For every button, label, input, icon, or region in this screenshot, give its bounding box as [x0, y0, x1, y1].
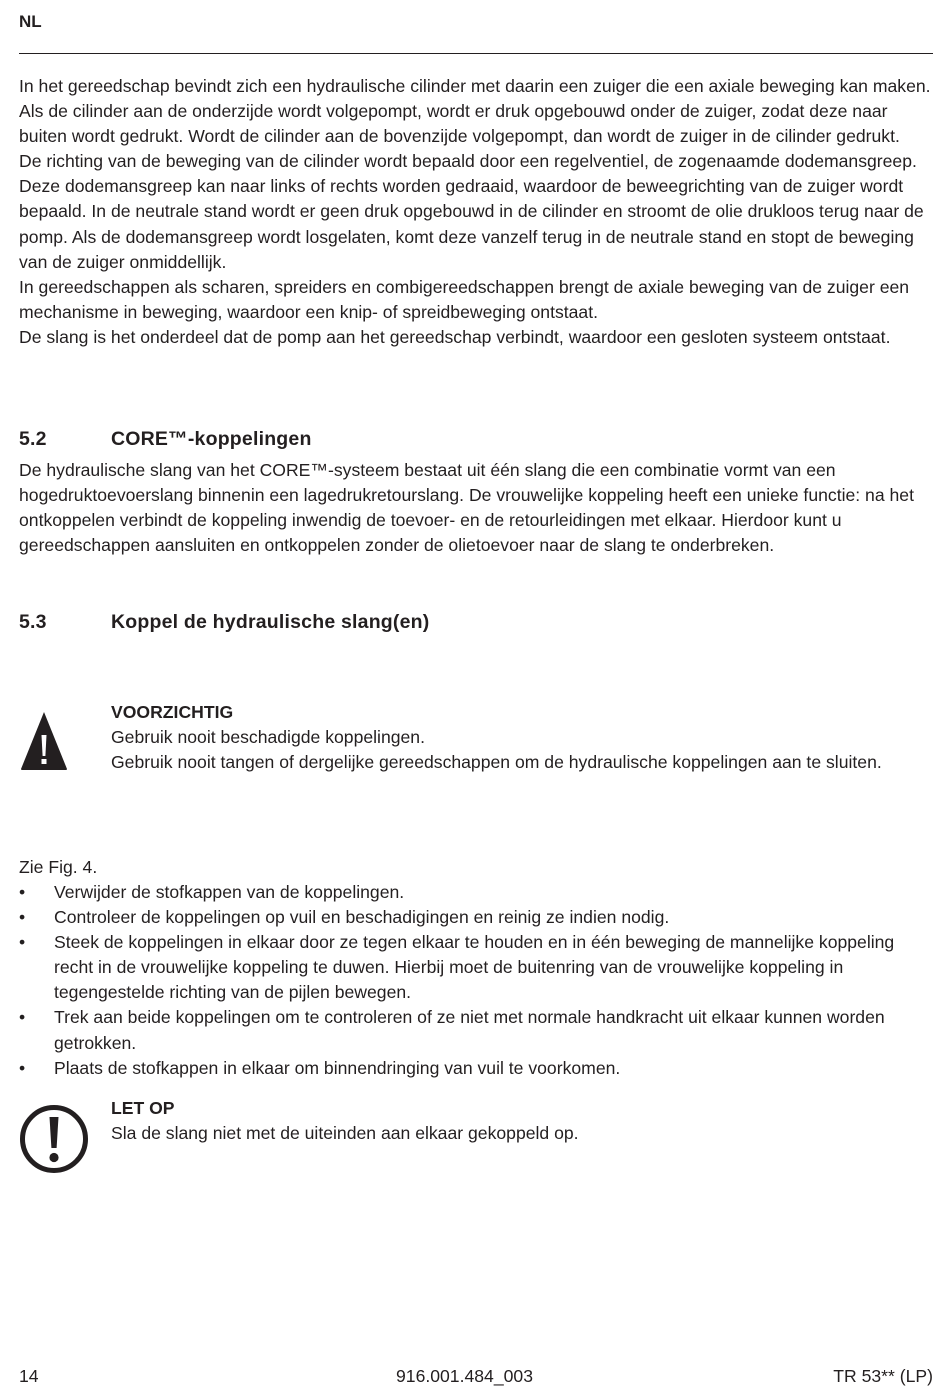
list-item [19, 1056, 933, 1081]
caution-title: VOORZICHTIG [111, 702, 234, 722]
bullet: • [19, 1007, 26, 1028]
header-divider [19, 53, 933, 54]
list-item-text: Verwijder de stofkappen van de koppelingen. [54, 882, 405, 902]
bullet: • [19, 1057, 26, 1078]
section-heading-5-2 [19, 428, 919, 454]
intro-paragraph: De richting van de beweging van de cilinder wordt bepaald door een regelventiel, de zogenaamde dodemansgreep. Deze dodemansgreep kan naar links of rechts worden gedraaid, waardoor de beweegrichting van de zuiger wordt bepaald. In de neutrale stand wordt er geen druk opgebouwd in de cilinder en stroomt de olie drukloos terug naar de pomp. Als de dodemansgreep wordt losgelaten, komt deze vanzelf terug in de neutrale stand en stopt de beweging van de zuiger onmiddellijk. [19, 151, 924, 272]
list-item-text: Plaats de stofkappen in elkaar om binnendringing van vuil te voorkomen. [54, 1057, 621, 1078]
list-item-text: Controleer de koppelingen op vuil en beschadigingen en reinig ze indien nodig. [54, 907, 670, 928]
exclamation-circle-icon [19, 1104, 89, 1174]
page-number: 14 [19, 1366, 39, 1386]
list-item-text: Steek de koppelingen in elkaar door ze tegen elkaar te houden en in één beweging de mannelijke koppeling recht in de vrouwelijke koppeling te duwen. Hierbij moet de buitenring van de vrouwelijke koppeling in tegengestelde richting van de pijlen bewegen. [54, 932, 895, 1003]
intro-paragraph: In gereedschappen als scharen, spreiders en combigereedschappen brengt de axiale beweging van de zuiger een mechanisme in beweging, waardoor een knip- of spreidbeweging ontstaat. [19, 276, 910, 322]
section-title: Koppel de hydraulische slang(en) [111, 611, 430, 633]
intro-paragraph: In het gereedschap bevindt zich een hydraulische cilinder met daarin een zuiger die een axiale beweging kan maken. Als de cilinder aan de onderzijde wordt volgepompt, wordt er druk opgebouwd onder de zuiger, zodat deze naar buiten wordt gedrukt. Wordt de cilinder aan de bovenzijde volgepompt, dan wordt de zuiger in de cilinder gedrukt. [19, 76, 931, 147]
bullet: • [19, 882, 26, 902]
procedure-list [19, 880, 933, 1081]
list-item [19, 930, 933, 1005]
document-number: 916.001.484_003 [396, 1366, 533, 1386]
language-label: NL [19, 12, 42, 31]
notice-text: Sla de slang niet met de uiteinden aan elkaar gekoppeld op. [111, 1123, 579, 1144]
intro-section [19, 74, 933, 350]
list-item [19, 905, 933, 930]
list-item-text: Trek aan beide koppelingen om te controleren of ze niet met normale handkracht uit elkaar kunnen worden getrokken. [54, 1007, 885, 1053]
section-5-2-text: De hydraulische slang van het CORE™-systeem bestaat uit één slang die een combinatie vormt van een hogedruktoevoerslang binnenin een lagedrukretourslang. De vrouwelijke koppeling heeft een unieke functie: na het ontkoppelen verbindt de koppeling inwendig de toevoer- en de retourleidingen met elkaar. Hierdoor kunt u gereedschappen aansluiten en ontkoppelen zonder de olietoevoer naar de slang te onderbreken. [19, 460, 914, 556]
caution-line: Gebruik nooit tangen of dergelijke gereedschappen om de hydraulische koppelingen aan te sluiten. [111, 752, 882, 773]
model-number: TR 53** (LP) [833, 1366, 933, 1386]
bullet: • [19, 932, 26, 953]
section-number: 5.3 [19, 611, 47, 633]
notice-title: LET OP [111, 1098, 175, 1118]
caution-line: Gebruik nooit beschadigde koppelingen. [111, 727, 425, 748]
section-number: 5.2 [19, 428, 47, 450]
bullet: • [19, 907, 26, 928]
list-item [19, 1005, 933, 1055]
section-title: CORE™-koppelingen [111, 428, 312, 450]
section-heading-5-3 [19, 611, 919, 637]
list-item [19, 880, 933, 905]
caution-block [111, 700, 931, 775]
notice-block [111, 1096, 931, 1146]
figure-reference: Zie Fig. 4. [19, 857, 98, 877]
warning-triangle-icon [20, 711, 62, 771]
intro-paragraph: De slang is het onderdeel dat de pomp aan het gereedschap verbindt, waardoor een gesloten systeem ontstaat. [19, 326, 891, 347]
